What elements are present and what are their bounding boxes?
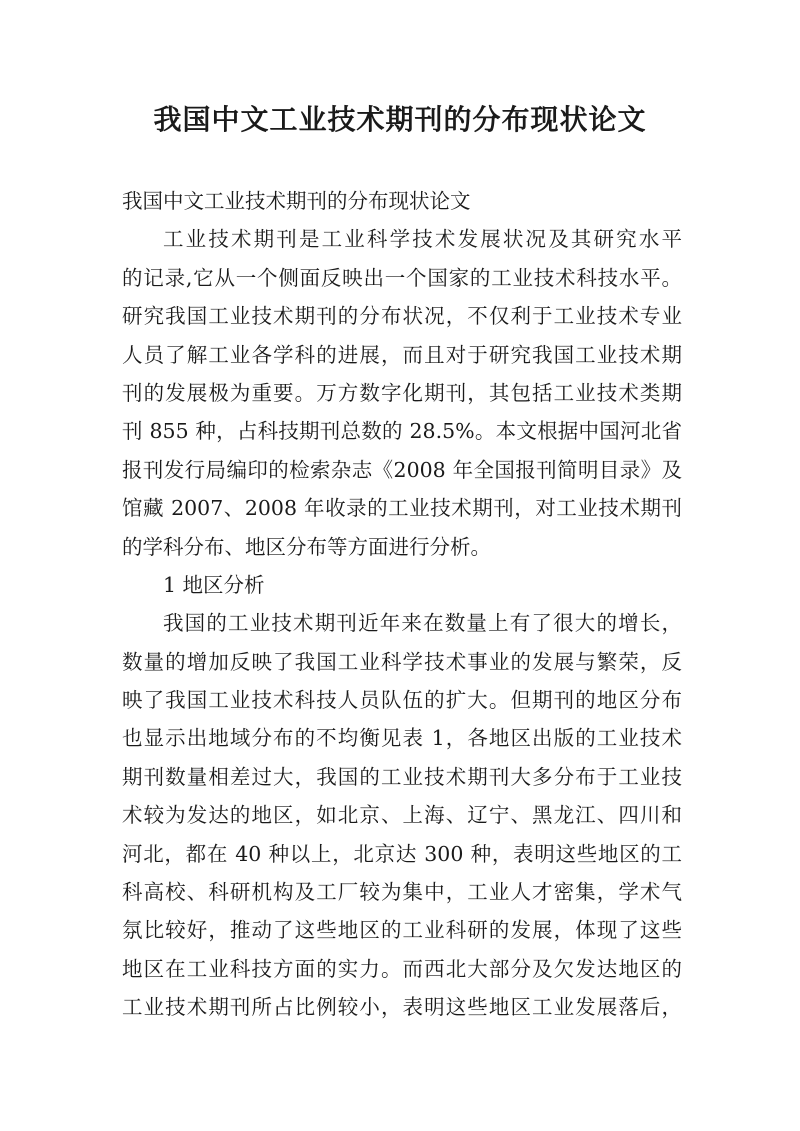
paragraph-line: 工业技术期刊所占比例较小，表明这些地区工业发展落后， [122,995,682,1020]
paragraph-line: 馆藏 2007、2008 年收录的工业技术期刊，对工业技术期刊 [122,496,682,521]
paragraph-line: 刊 855 种，占科技期刊总数的 28.5%。本文根据中国河北省 [122,419,682,444]
subtitle-line: 我国中文工业技术期刊的分布现状论文 [122,189,471,213]
paragraph-line: 地区在工业科技方面的实力。而西北大部分及欠发达地区的 [122,956,682,981]
paragraph-line: 刊的发展极为重要。万方数字化期刊，其包括工业技术类期 [122,380,682,405]
paragraph-line: 的学科分布、地区分布等方面进行分析。 [122,534,491,559]
paragraph-line: 科高校、科研机构及工厂较为集中，工业人才密集，学术气 [122,880,682,905]
paragraph-line: 氛比较好，推动了这些地区的工业科研的发展，体现了这些 [122,918,682,943]
paragraph-line: 期刊数量相差过大，我国的工业技术期刊大多分布于工业技 [122,764,682,789]
paragraph-line: 也显示出地域分布的不均衡见表 1，各地区出版的工业技术 [122,726,682,751]
document-body [122,182,682,1027]
paragraph-line: 我国的工业技术期刊近年来在数量上有了很大的增长， [163,611,682,636]
paragraph-line: 工业技术期刊是工业科学技术发展状况及其研究水平 [163,227,682,252]
paragraph-line: 人员了解工业各学科的进展，而且对于研究我国工业技术期 [122,342,682,367]
paragraph-line: 的记录,它从一个侧面反映出一个国家的工业技术科技水平。 [122,265,682,290]
section-heading: 1 地区分析 [163,572,265,597]
paragraph-line: 映了我国工业技术科技人员队伍的扩大。但期刊的地区分布 [122,688,682,713]
paragraph-line: 数量的增加反映了我国工业科学技术事业的发展与繁荣，反 [122,649,682,674]
paragraph-line: 河北，都在 40 种以上，北京达 300 种，表明这些地区的工 [122,841,682,866]
paragraph-line: 报刊发行局编印的检索杂志《2008 年全国报刊简明目录》及 [122,457,682,482]
paragraph-line: 研究我国工业技术期刊的分布状况，不仅利于工业技术专业 [122,304,682,329]
document-title: 我国中文工业技术期刊的分布现状论文 [153,103,647,136]
paragraph-line: 术较为发达的地区，如北京、上海、辽宁、黑龙江、四川和 [122,803,682,828]
